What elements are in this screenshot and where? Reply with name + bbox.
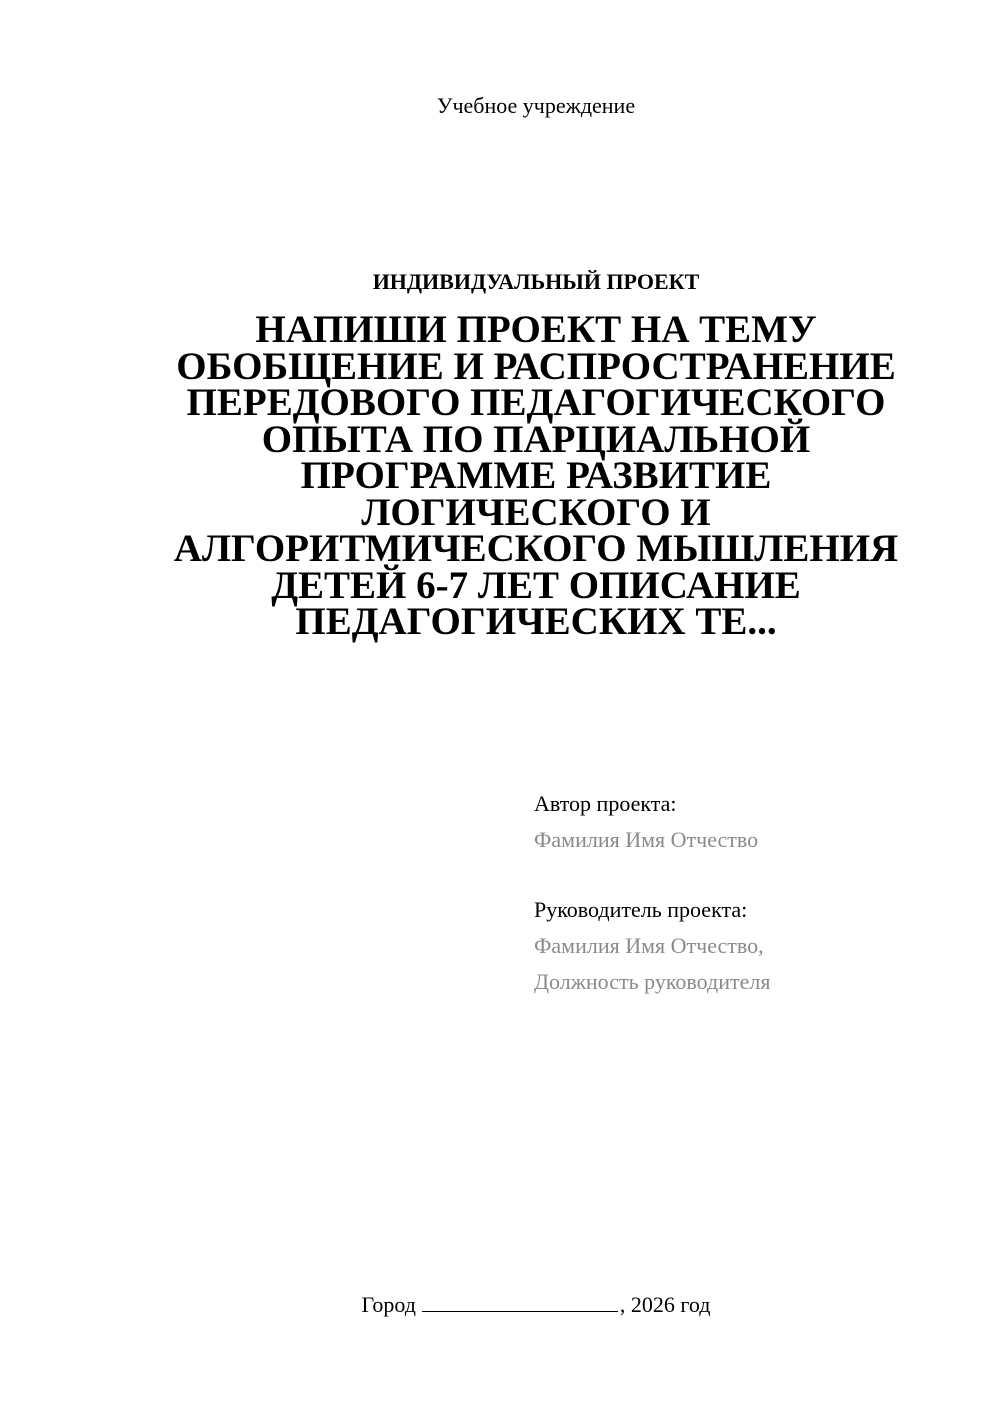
institution-name: Учебное учреждение <box>436 93 636 118</box>
author-block <box>534 786 974 858</box>
title-line: АЛГОРИТМИЧЕСКОГО МЫШЛЕНИЯ <box>173 527 899 570</box>
title-line: ПРОГРАММЕ РАЗВИТИЕ <box>300 454 772 497</box>
supervisor-name: Фамилия Имя Отчество, <box>534 933 764 958</box>
city-label: Город <box>361 1292 416 1317</box>
supervisor-block <box>534 892 974 1000</box>
project-type: ИНДИВИДУАЛЬНЫЙ ПРОЕКТ <box>372 269 700 294</box>
year-text: , 2026 год <box>619 1292 711 1317</box>
title-line: ОБОБЩЕНИЕ И РАСПРОСТРАНЕНИЕ <box>176 344 896 388</box>
title-line: ДЕТЕЙ 6-7 ЛЕТ ОПИСАНИЕ <box>271 563 801 607</box>
city-blank-line <box>422 1291 618 1312</box>
title-line: НАПИШИ ПРОЕКТ НА ТЕМУ <box>255 308 817 351</box>
title-line: ПЕДАГОГИЧЕСКИХ ТЕ... <box>295 600 777 643</box>
title-line: ЛОГИЧЕСКОГО И <box>361 490 711 534</box>
supervisor-position: Должность руководителя <box>534 969 771 994</box>
author-label: Автор проекта: <box>534 791 677 816</box>
author-name: Фамилия Имя Отчество <box>534 827 759 852</box>
title-line: ОПЫТА ПО ПАРЦИАЛЬНОЙ <box>261 417 811 461</box>
title-line: ПЕРЕДОВОГО ПЕДАГОГИЧЕСКОГО <box>186 381 886 424</box>
project-title <box>150 308 922 643</box>
footer-city-year <box>0 1290 1000 1320</box>
supervisor-label: Руководитель проекта: <box>534 897 748 922</box>
